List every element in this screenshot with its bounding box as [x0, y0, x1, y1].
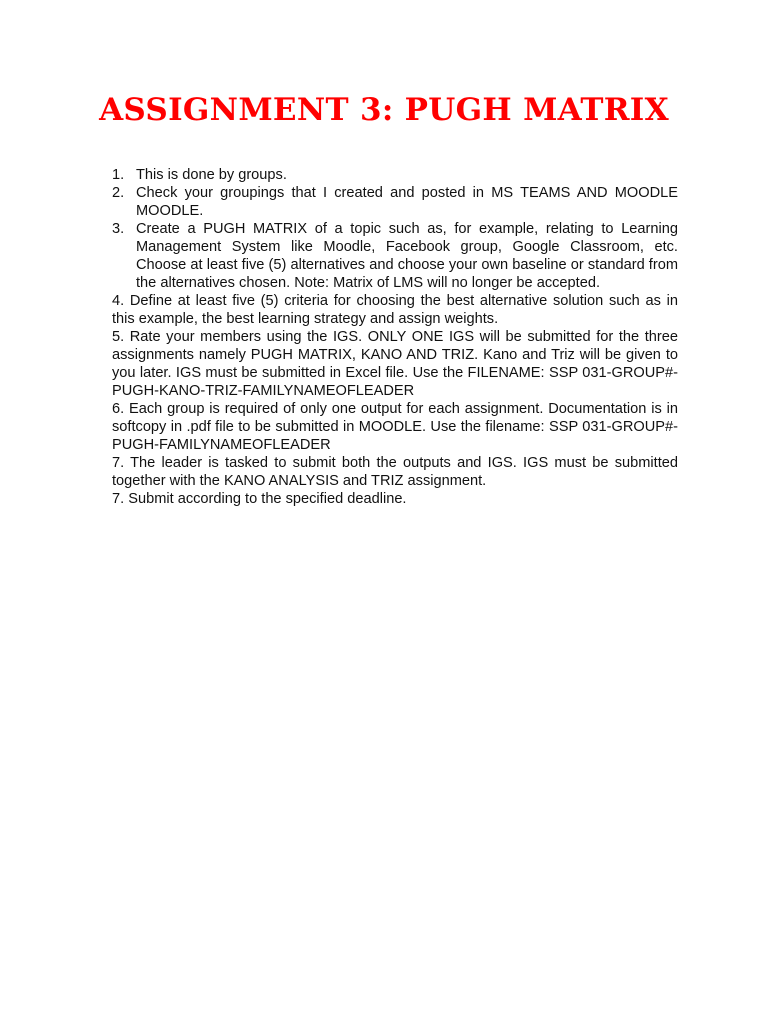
document-body [112, 166, 678, 508]
paragraph: 7. Submit according to the specified deadline. [112, 491, 407, 507]
document-title: ASSIGNMENT 3: PUGH MATRIX [99, 92, 669, 128]
list-item-text: This is done by groups. [136, 167, 287, 183]
list-item [112, 184, 678, 220]
paragraph: 4. Define at least five (5) criteria for choosing the best alternative solution such as in this example, the best learning strategy and assign weights. [112, 293, 678, 327]
list-item-number: 3. [112, 221, 125, 237]
list-item [112, 220, 678, 292]
list-item-text: Create a PUGH MATRIX of a topic such as, for example, relating to Learning Management System like Moodle, Facebook group, Google Classroom, etc. Choose at least five (5) alternatives and choose your own baseline or standard from the alternatives chosen. Note: Matrix of LMS will no longer be accepted. [136, 221, 678, 291]
paragraph: 7. The leader is tasked to submit both the outputs and IGS. IGS must be submitted together with the KANO ANALYSIS and TRIZ assignment. [112, 455, 678, 489]
list-item [112, 166, 678, 184]
paragraph: 6. Each group is required of only one output for each assignment. Documentation is in softcopy in .pdf file to be submitted in MOODLE. Use the filename: SSP 031-GROUP#-PUGH-FAMILYNAMEOFLEADER [112, 401, 678, 453]
paragraph: 5. Rate your members using the IGS. ONLY ONE IGS will be submitted for the three assignments namely PUGH MATRIX, KANO AND TRIZ. Kano and Triz will be given to you later. IGS must be submitted in Excel file. Use the FILENAME: SSP 031-GROUP#-PUGH-KANO-TRIZ-FAMILYNAMEOFLEADER [112, 329, 678, 399]
list-item-number: 1. [112, 167, 125, 183]
list-item-number: 2. [112, 185, 125, 201]
list-item-text: Check your groupings that I created and posted in MS TEAMS AND MOODLE MOODLE. [136, 185, 678, 219]
